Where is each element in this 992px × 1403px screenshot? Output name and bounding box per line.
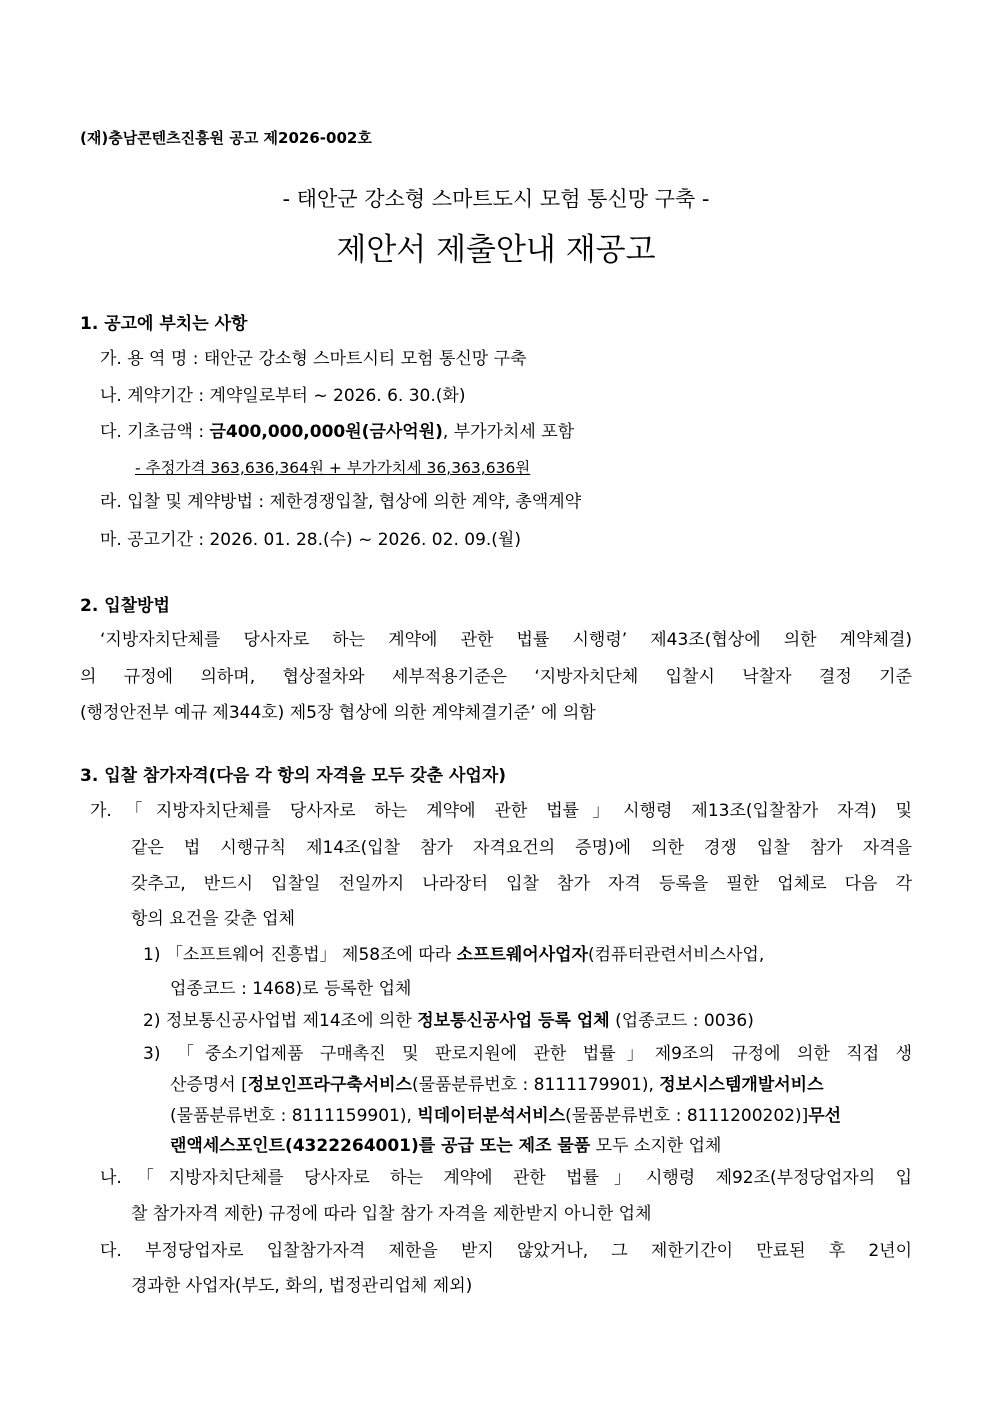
section3-sub3-line1: 3) 「중소기업제품 구매촉진 및 판로지원에 관한 법률」제9조의 규정에 의한 직접 생 [143,1044,912,1064]
section3-ga-line3: 갖추고, 반드시 입찰일 전일까지 나라장터 입찰 참가 자격 등록을 필한 업체로 다음 각 [131,874,912,894]
sub3-line2-b: 정보인프라구축서비스 [247,1075,412,1095]
sub3-line2-a: 산증명서 [ [170,1075,248,1095]
section3-ga-line2: 같은 법 시행규칙 제14조(입찰 참가 자격요건의 증명)에 의한 경쟁 입찰 참가 자격을 [131,838,912,858]
section3-na-line2: 찰 참가자격 제한) 규정에 따라 입찰 참가 자격을 제한받지 아니한 업체 [131,1204,652,1224]
sub1-text-b: 소프트웨어사업자 [456,945,588,965]
item-da-amount: 금400,000,000원(금사억원) [209,422,443,442]
sub2-text-c: (업종코드 : 0036) [609,1011,754,1031]
item-da-suffix: , 부가가치세 포함 [442,422,575,442]
sub3-line3-b: 빅데이터분석서비스 [417,1106,566,1126]
section2-heading: 2. 입찰방법 [80,596,170,616]
section3-ga-line1: 가.「지방자치단체를 당사자로 하는 계약에 관한 법률」시행령 제13조(입찰참가 자격) 및 [90,801,912,821]
section2-line2: 의 규정에 의하며, 협상절차와 세부적용기준은 ‘지방자치단체 입찰시 낙찰자 결정 기준 [80,667,912,687]
sub1-text-c: (컴퓨터관련서비스사업, [587,945,765,965]
section3-sub3-line3 [170,1104,841,1128]
document-subtitle: - 태안군 강소형 스마트도시 모험 통신망 구축 - [282,187,710,211]
sub3-line4-b: 모두 소지한 업체 [590,1136,722,1156]
section1-heading: 1. 공고에 부치는 사항 [80,314,248,334]
section1-item-da [100,420,574,444]
document-title: 제안서 제출안내 재공고 [336,232,656,268]
section3-da-line1: 다. 부정당업자로 입찰참가자격 제한을 받지 않았거나, 그 제한기간이 만료된 후 2년이 [100,1241,912,1261]
sub3-line3-c: (물품분류번호 : 8111200202)] [565,1106,809,1126]
section3-sub1-line1 [143,943,764,967]
item-da-prefix: 다. 기초금액 : [100,422,210,442]
section1-item-na: 나. 계약기간 : 계약일로부터 ~ 2026. 6. 30.(화) [100,386,466,406]
section3-sub3-line2 [170,1073,824,1097]
section3-ga-line4: 항의 요건을 갖춘 업체 [131,909,296,929]
section1-item-ga: 가. 용 역 명 : 태안군 강소형 스마트시티 모험 통신망 구축 [100,349,527,369]
section3-heading: 3. 입찰 참가자격(다음 각 항의 자격을 모두 갖춘 사업자) [80,766,507,786]
section3-na-line1: 나.「지방자치단체를 당사자로 하는 계약에 관한 법률」시행령 제92조(부정당업자의 입 [100,1168,912,1188]
section3-sub3-line4 [170,1134,721,1158]
section3-sub1-line2: 업종코드 : 1468)로 등록한 업체 [170,979,412,999]
sub3-line4-a: 랜액세스포인트(4322264001)를 공급 또는 제조 물품 [170,1136,591,1156]
notice-number: (재)충남콘텐츠진흥원 공고 제2026-002호 [80,129,372,147]
section1-item-ma: 마. 공고기간 : 2026. 01. 28.(수) ~ 2026. 02. 09.(월) [100,530,521,550]
sub3-line3-a: (물품분류번호 : 8111159901), [170,1106,418,1126]
section1-item-da-sub: - 추정가격 363,636,364원 + 부가가치세 36,363,636원 [135,459,531,477]
sub3-line3-d: 무선 [808,1106,842,1126]
sub2-text-b: 정보통신공사업 등록 업체 [417,1011,610,1031]
section3-sub2 [143,1009,754,1033]
sub3-line2-d: 정보시스템개발서비스 [659,1075,824,1095]
sub2-text-a: 2) 정보통신공사업법 제14조에 의한 [143,1011,418,1031]
section2-line1: ‘지방자치단체를 당사자로 하는 계약에 관한 법률 시행령’ 제43조(협상에 의한 계약체결) [100,630,912,650]
section3-da-line2: 경과한 사업자(부도, 화의, 법정관리업체 제외) [131,1276,473,1296]
section2-line3: (행정안전부 예규 제344호) 제5장 협상에 의한 계약체결기준’ 에 의함 [80,703,596,723]
sub3-line2-c: (물품분류번호 : 8111179901), [411,1075,660,1095]
section1-item-ra: 라. 입찰 및 계약방법 : 제한경쟁입찰, 협상에 의한 계약, 총액계약 [100,492,582,512]
sub1-text-a: 1) 「소프트웨어 진흥법」 제58조에 따라 [143,945,457,965]
